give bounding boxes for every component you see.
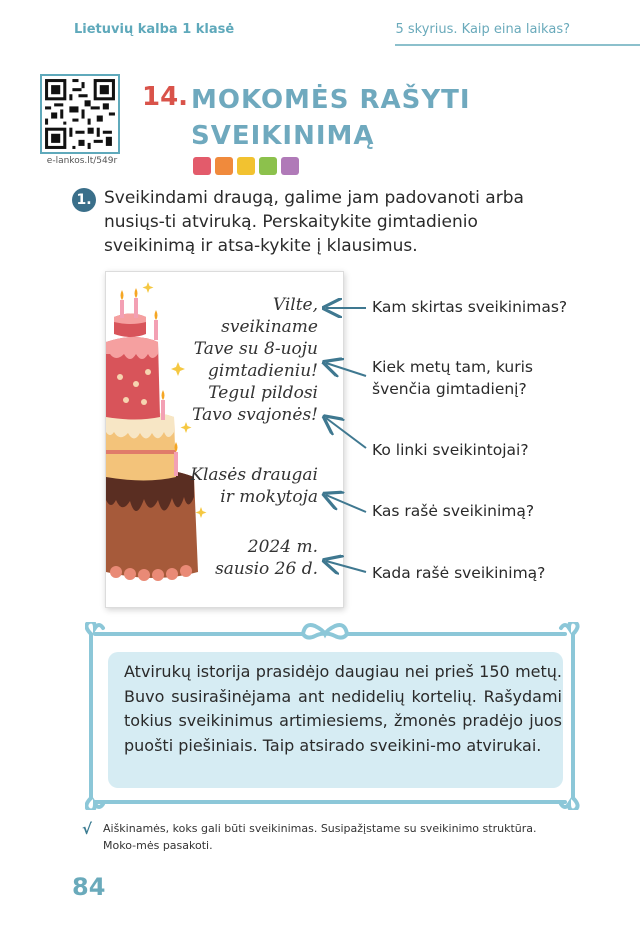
question-wishes: Ko linki sveikintojai? [372,441,529,459]
card-line: Klasės draugai [190,465,318,485]
card-line: sveikiname [221,317,318,337]
task-instruction: Sveikindami draugą, galime jam padovanoti arba nusiųs-ti atviruką. Perskaitykite gimtadienio sveikinimą ir atsa-kykite į klausimus. [104,188,524,256]
card-line: Tave su 8-uoju [193,339,318,359]
check-icon: √ [82,820,93,838]
question-date: Kada rašė sveikinimą? [372,564,546,582]
arrow-5 [326,561,366,572]
lesson-goal-note: Aiškinamės, koks gali būti sveikinimas. Susipažįstame su sveikinimo struktūra. Moko-mės pasakoti. [103,822,537,852]
question-age-line-1: Kiek metų tam, kuris [372,358,533,376]
info-box-text: Atvirukų istorija prasidėjo daugiau nei prieš 150 metų. Buvo susirašinėjama ant nedidelių kortelių. Rašydami tokius sveikinimus artimiesiems, žmonės pradėjo juos puošti piešiniais. Taip atsirado sveikini-mo atvirukai. [124,662,562,755]
arrow-4 [326,495,366,512]
card-line: sausio 26 d. [215,559,318,579]
header-book-title: Lietuvių kalba 1 klasė [74,22,235,37]
lesson-number: 14. [142,82,189,112]
lesson-title-line-2: SVEIKINIMĄ [191,121,375,151]
page-number: 84 [72,873,106,901]
card-line: 2024 m. [247,537,318,557]
card-line: Tegul pildosi [208,383,318,403]
card-line: Tavo svajonės! [192,405,318,425]
lesson-title-line-1: MOKOMĖS RAŠYTI [191,85,471,115]
card-line: gimtadieniu! [208,361,318,381]
task-number-badge: 1. [72,188,96,212]
qr-link-text[interactable]: e-lankos.lt/549r [46,156,118,166]
question-age-line-2: švenčia gimtadienį? [372,380,527,398]
question-recipient: Kam skirtas sveikinimas? [372,298,568,316]
question-author: Kas rašė sveikinimą? [372,502,535,520]
card-line: Vilte, [272,295,318,315]
arrow-2 [326,363,366,376]
header-chapter-title: 5 skyrius. Kaip eina laikas? [395,22,570,37]
card-line: ir mokytoja [220,487,318,507]
arrow-3 [326,418,366,448]
